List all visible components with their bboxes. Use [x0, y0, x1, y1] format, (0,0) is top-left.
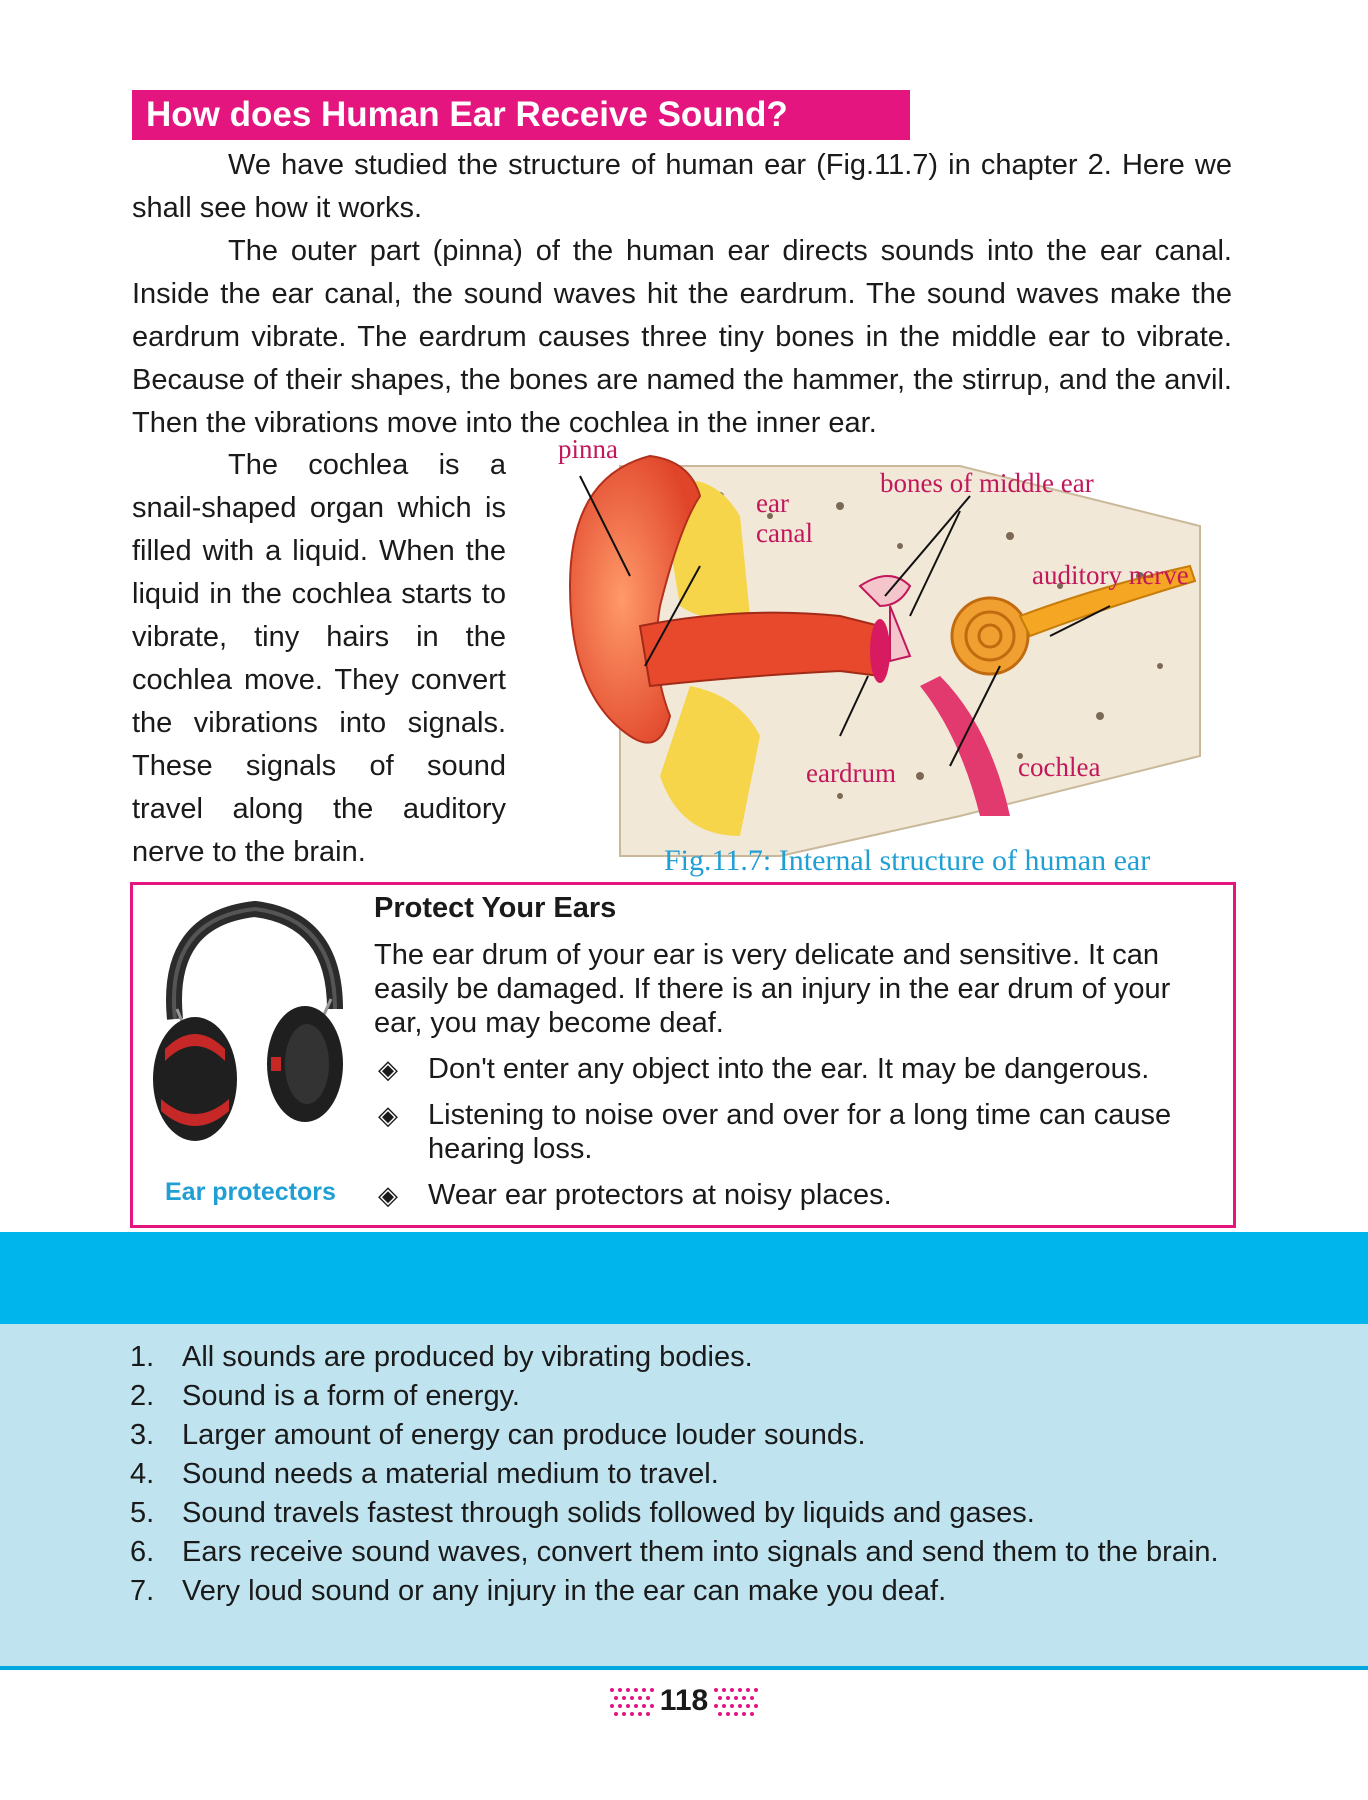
ear-protectors-icon [145, 899, 355, 1149]
eardrum-shape [870, 619, 890, 683]
ear-protectors-caption: Ear protectors [165, 1178, 336, 1206]
list-item: ◈ Don't enter any object into the ear. It may be dangerous. [378, 1053, 1150, 1085]
page-number [606, 1682, 762, 1722]
label-eardrum: eardrum [806, 758, 896, 788]
list-item: 2. Sound is a form of energy. [130, 1380, 520, 1412]
label-pinna: pinna [558, 434, 618, 464]
protect-bullets [374, 1052, 1234, 1224]
cochlea-shape [952, 598, 1028, 674]
label-auditory-nerve: auditory nerve [1032, 560, 1189, 590]
label-cochlea: cochlea [1018, 752, 1101, 782]
list-item: 4. Sound needs a material medium to travel. [130, 1458, 719, 1490]
ear-diagram [540, 436, 1220, 876]
list-item: 7. Very loud sound or any injury in the ear can make you deaf. [130, 1575, 947, 1607]
list-item: 1. All sounds are produced by vibrating bodies. [130, 1341, 753, 1373]
paragraph-1: We have studied the structure of human ear (Fig.11.7) in chapter 2. Here we shall see how it works. [132, 149, 1232, 224]
paragraph-2: The outer part (pinna) of the human ear directs sounds into the ear canal. Inside the ear canal, the sound waves hit the eardrum. The sound waves make the eardrum vibrate. The eardrum causes three tiny bones in the middle ear to vibrate. Because of their shapes, the bones are named the hammer, the stirrup, and the anvil. Then the vibrations move into the cochlea in the inner ear. [132, 235, 1232, 439]
label-ear: ear [756, 488, 789, 518]
list-item: 5. Sound travels fastest through solids followed by liquids and gases. [130, 1497, 1035, 1529]
list-item: ◈ Wear ear protectors at noisy places. [378, 1179, 892, 1211]
diamond-bullet-icon: ◈ [378, 1180, 398, 1210]
list-item: 6. Ears receive sound waves, convert them into signals and send them to the brain. [130, 1536, 1219, 1568]
ear-figure [540, 436, 1220, 876]
paragraph-3: The cochlea is a snail-shaped organ which is filled with a liquid. When the liquid in the cochlea starts to vibrate, tiny hairs in the cochlea move. They convert the vibrations into signals. These signals of sound travel along the auditory nerve to the brain. [132, 449, 506, 868]
cochlea-text [132, 444, 506, 874]
protect-text: The ear drum of your ear is very delicate and sensitive. It can easily be damaged. If there is an injury in the ear drum of your ear, you may become deaf. [374, 939, 1171, 1039]
diamond-bullet-icon: ◈ [378, 1054, 398, 1084]
section-heading: How does Human Ear Receive Sound? [132, 90, 910, 140]
list-item: 3. Larger amount of energy can produce louder sounds. [130, 1419, 866, 1451]
label-canal: canal [756, 518, 813, 548]
list-item: ◈ Listening to noise over and over for a long time can cause hearing loss. [378, 1099, 1172, 1165]
summary-header-band [0, 1232, 1368, 1324]
protect-title: Protect Your Ears [374, 892, 617, 924]
intro-text [132, 144, 1232, 445]
summary-list [130, 1338, 1219, 1611]
figure-caption: Fig.11.7: Internal structure of human ear [664, 844, 1151, 877]
label-bones: bones of middle ear [880, 468, 1094, 498]
page-number-text: 118 [659, 1684, 709, 1717]
diamond-bullet-icon: ◈ [378, 1100, 398, 1130]
